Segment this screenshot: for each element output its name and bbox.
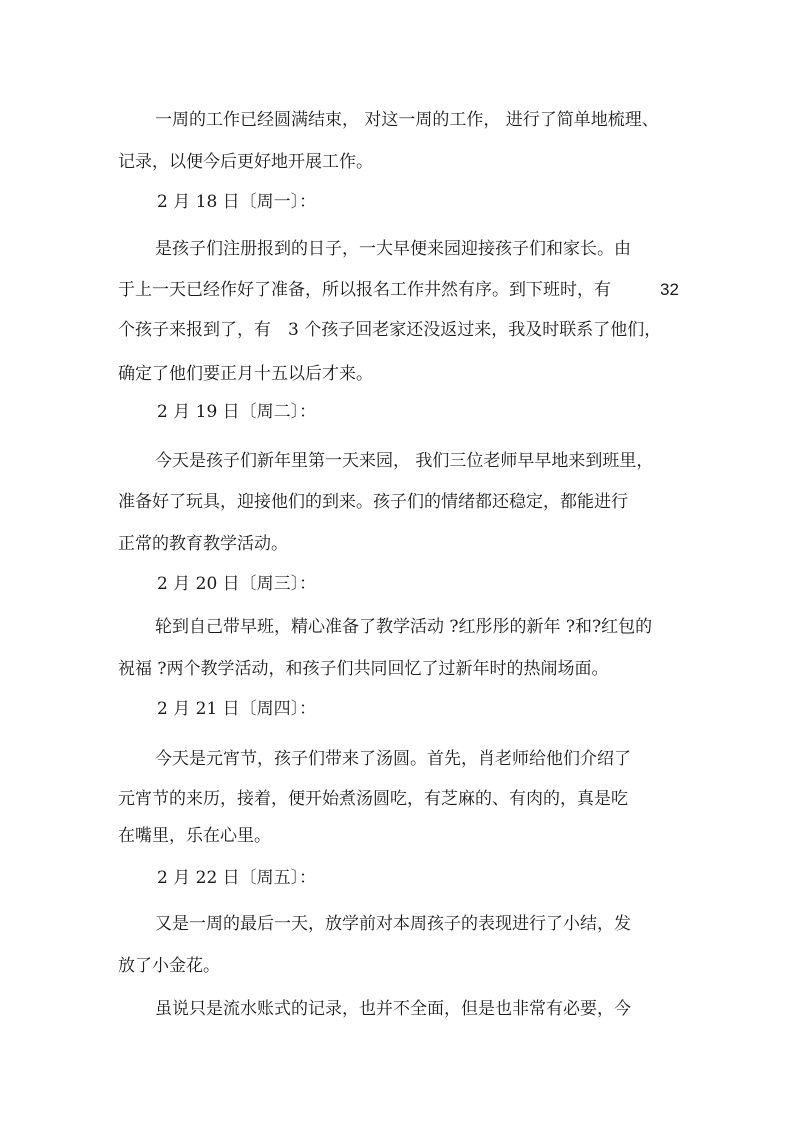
feb18-line-2: 于上一天已经作好了准备，所以报名工作井然有序。到下班时，有 <box>118 280 611 300</box>
feb18-line-3b: 3 个孩子回老家还没返过来，我及时联系了他们， <box>288 320 662 340</box>
date-heading-feb18: 2 月 18 日〔周一〕： <box>157 192 317 212</box>
feb18-line-4: 确定了他们要正月十五以后才来。 <box>118 364 373 384</box>
feb18-line-1: 是孩子们注册报到的日子，一大早便来园迎接孩子们和家长。由 <box>155 239 631 259</box>
feb19-line-1: 今天是孩子们新年里第一天来园， 我们三位老师早早地来到班里， <box>155 451 654 471</box>
feb19-line-3: 正常的教育教学活动。 <box>118 534 288 554</box>
feb19-line-2: 准备好了玩具，迎接他们的到来。孩子们的情绪都还稳定，都能进行 <box>118 492 628 512</box>
feb21-line-1: 今天是元宵节，孩子们带来了汤圆。首先，肖老师给他们介绍了 <box>155 749 631 769</box>
feb18-number-32: 32 <box>660 280 679 299</box>
feb22-line-1: 又是一周的最后一天，放学前对本周孩子的表现进行了小结，发 <box>155 914 631 934</box>
date-heading-feb20: 2 月 20 日〔周三〕： <box>157 574 317 594</box>
feb20-line-1: 轮到自己带早班，精心准备了教学活动 ?红彤彤的新年 ?和?红包的 <box>155 617 653 637</box>
intro-line-2: 记录，以便今后更好地开展工作。 <box>118 152 373 172</box>
feb18-line-3a: 个孩子来报到了，有 <box>118 320 271 340</box>
date-heading-feb19: 2 月 19 日〔周二〕： <box>157 402 317 422</box>
closing-line-1: 虽说只是流水账式的记录，也并不全面，但是也非常有必要，今 <box>155 999 631 1019</box>
date-heading-feb22: 2 月 22 日〔周五〕： <box>157 868 317 888</box>
feb22-line-2: 放了小金花。 <box>118 956 220 976</box>
feb20-line-2: 祝福 ?两个教学活动，和孩子们共同回忆了过新年时的热闹场面。 <box>118 659 609 679</box>
feb21-line-3: 在嘴里，乐在心里。 <box>118 826 271 846</box>
date-heading-feb21: 2 月 21 日〔周四〕： <box>157 699 317 719</box>
intro-line-1: 一周的工作已经圆满结束， 对这一周的工作， 进行了简单地梳理、 <box>155 110 659 130</box>
feb21-line-2: 元宵节的来历，接着，便开始煮汤圆吃，有芝麻的、有肉的，真是吃 <box>118 789 628 809</box>
